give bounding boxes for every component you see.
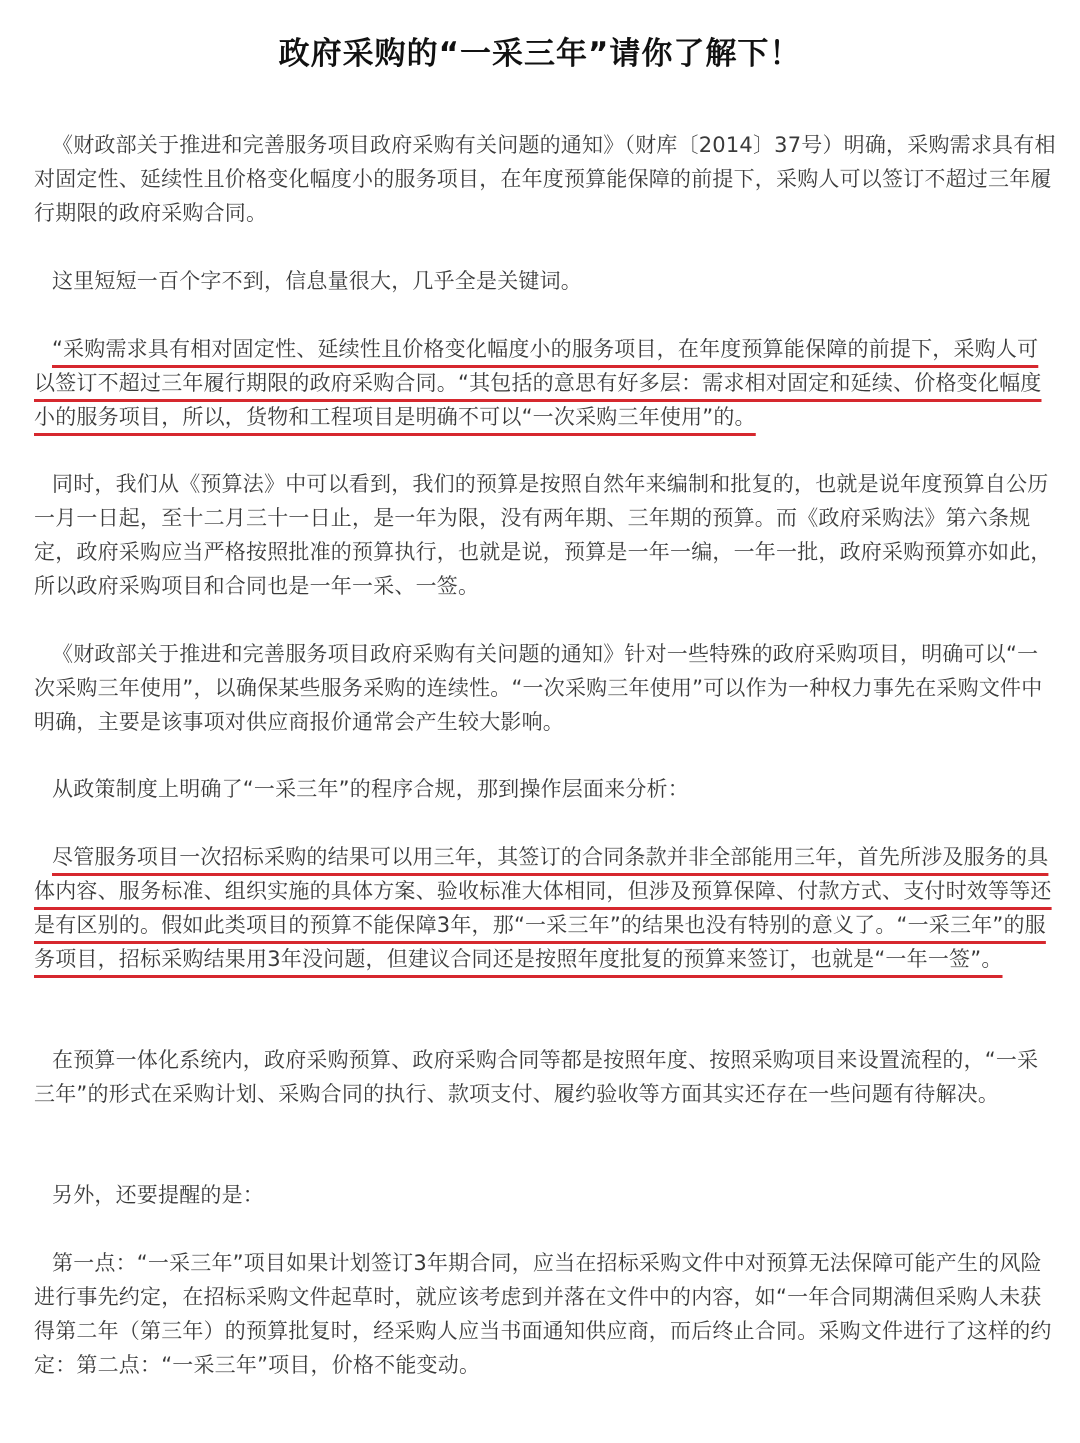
paragraph-reminder: 另外，还要提醒的是： xyxy=(52,1183,264,1207)
paragraph-budget-law: 同时，我们从《预算法》中可以看到，我们的预算是按照自然年来编制和批复的，也就是说年度预算自公历一月一日起，至十二月三十一日止，是一年为限，没有两年期、三年期的预算。而《政府采购法》第六条规定，政府采购应当严格按照批准的预算执行，也就是说，预算是一年一编，一年一批，政府采购预算亦如此，所以政府采购项目和合同也是一年一采、一签。 xyxy=(34,472,1052,598)
paragraph-three-year-use: 《财政部关于推进和完善服务项目政府采购有关问题的通知》针对一些特殊的政府采购项目，明确可以“一次采购三年使用”，以确保某些服务采购的连续性。“一次采购三年使用”可以作为一种权力事先在采购文件中明确，主要是该事项对供应商报价通常会产生较大影响。 xyxy=(34,642,1043,734)
paragraph-highlight-contract: 尽管服务项目一次招标采购的结果可以用三年，其签订的合同条款并非全部能用三年，首先所涉及服务的具体内容、服务标准、组织实施的具体方案、验收标准大体相同，但涉及预算保障、付款方式、支付时效等等还是有区别的。假如此类项目的预算不能保障3年，那“一采三年”的结果也没有特别的意义了。“一采三年”的服务项目，招标采购结果用3年没问题，但建议合同还是按照年度批复的预算来签订，也就是“一年一签”。 xyxy=(34,845,1052,971)
paragraph-keywords: 这里短短一百个字不到，信息量很大，几乎全是关键词。 xyxy=(52,269,582,293)
paragraph-budget-system: 在预算一体化系统内，政府采购预算、政府采购合同等都是按照年度、按照采购项目来设置流程的，“一采三年”的形式在采购计划、采购合同的执行、款项支付、履约验收等方面其实还存在一些问题有待解决。 xyxy=(34,1048,1039,1106)
paragraph-notice-intro: 《财政部关于推进和完善服务项目政府采购有关问题的通知》（财库〔2014〕37号）明确，采购需求具有相对固定性、延续性且价格变化幅度小的服务项目，在年度预算能保障的前提下，采购人可以签订不超过三年履行期限的政府采购合同。 xyxy=(34,133,1056,225)
paragraph-points: 第一点：“一采三年”项目如果计划签订3年期合同，应当在招标采购文件中对预算无法保障可能产生的风险进行事先约定，在招标采购文件起草时，就应该考虑到并落在文件中的内容，如“一年合同期满但采购人未获得第二年（第三年）的预算批复时，经采购人应当书面通知供应商，而后终止合同。采购文件进行了这样的约定：第二点：“一采三年”项目，价格不能变动。 xyxy=(34,1251,1052,1377)
paragraph-highlight-scope: “采购需求具有相对固定性、延续性且价格变化幅度小的服务项目，在年度预算能保障的前提下，采购人可以签订不超过三年履行期限的政府采购合同。“其包括的意思有好多层：需求相对固定和延续、价格变化幅度小的服务项目，所以，货物和工程项目是明确不可以“一次采购三年使用”的。 xyxy=(34,337,1042,429)
paragraph-operation-analysis: 从政策制度上明确了“一采三年”的程序合规，那到操作层面来分析： xyxy=(52,777,689,801)
article-title: 政府采购的“一采三年”请你了解下！ xyxy=(278,36,802,72)
